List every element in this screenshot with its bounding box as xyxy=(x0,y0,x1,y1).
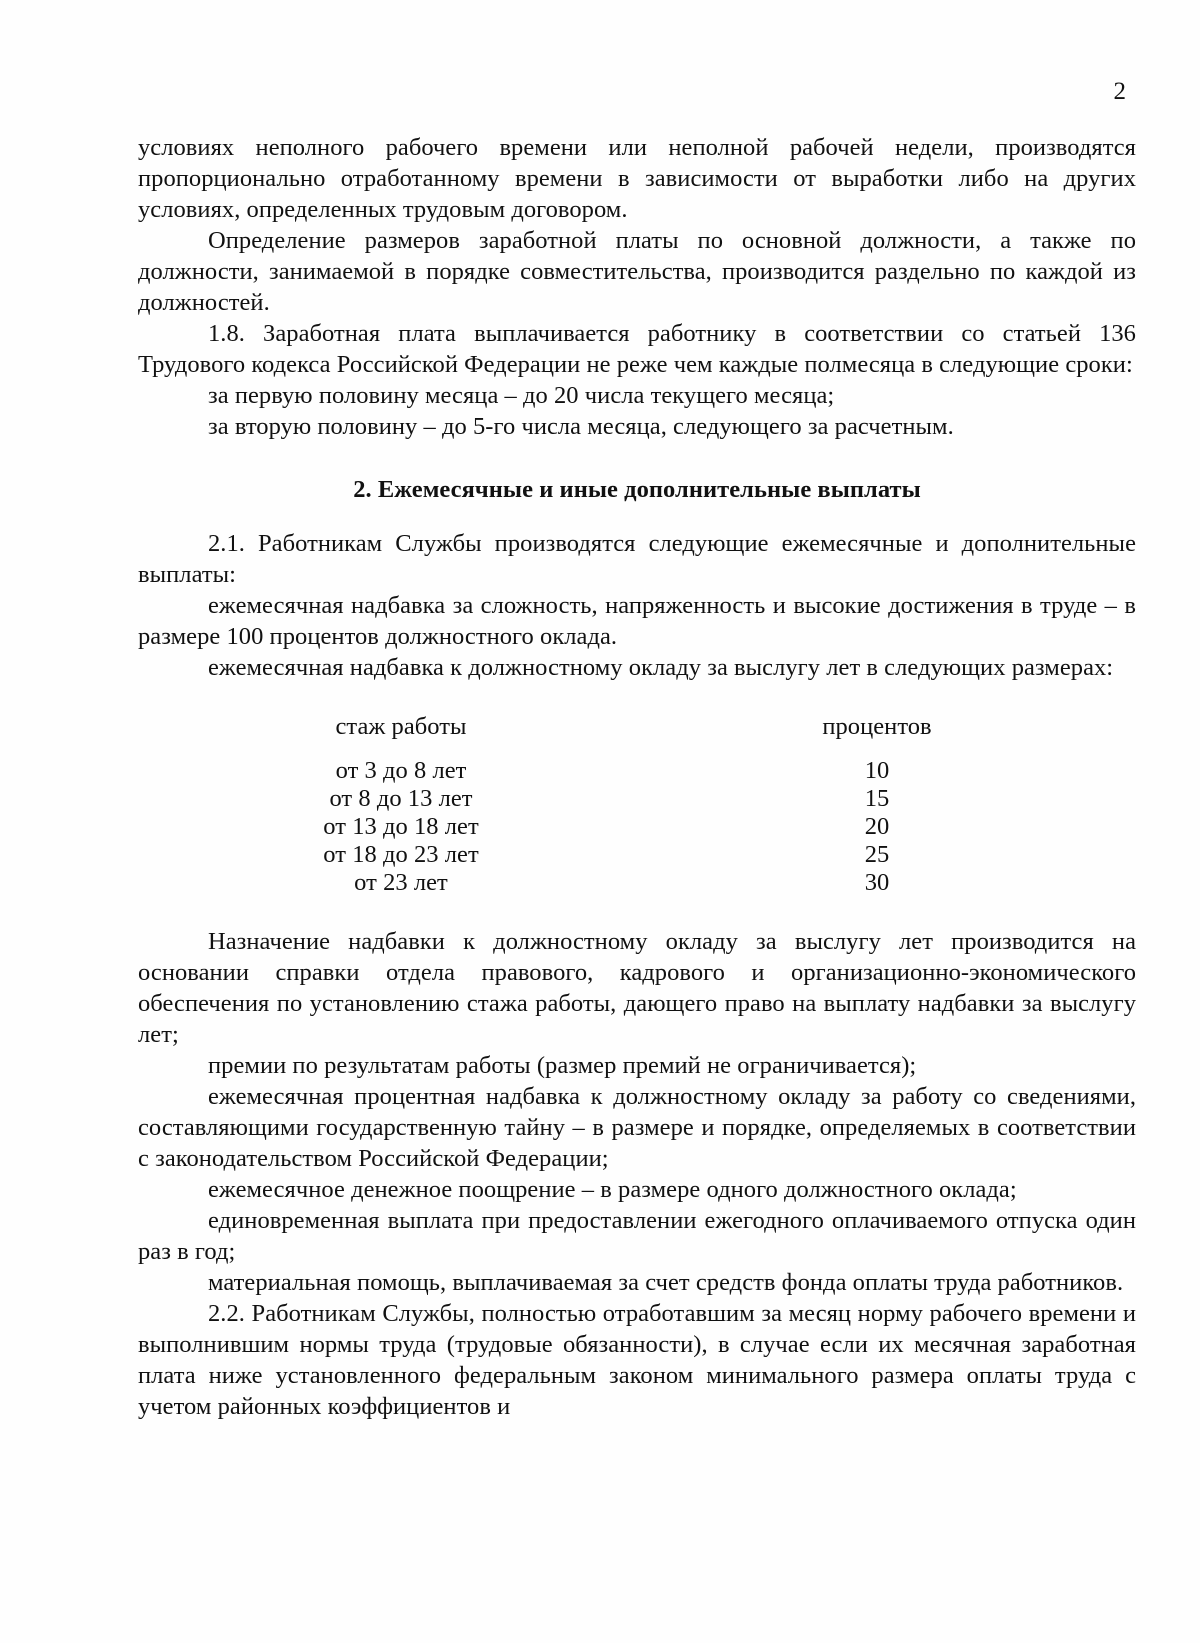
paragraph: ежемесячная надбавка за сложность, напряженность и высокие достижения в труде – в размере 100 процентов должностного оклада. xyxy=(138,592,1136,650)
table-row xyxy=(306,813,936,841)
document-body xyxy=(138,132,1136,1422)
stage-cell: от 3 до 8 лет xyxy=(335,757,467,784)
paragraph: за первую половину месяца – до 20 числа текущего месяца; xyxy=(208,382,835,409)
percent-cell: 30 xyxy=(864,869,890,896)
paragraph: 1.8. Заработная плата выплачивается работнику в соответствии со статьей 136 Трудового кодекса Российской Федерации не реже чем каждые полмесяца в следующие сроки: xyxy=(138,320,1136,378)
paragraph: условиях неполного рабочего времени или неполной рабочей недели, производятся пропорционально отработанному времени в зависимости от выработки либо на других условиях, определенных трудовым договором. xyxy=(138,134,1136,223)
percent-cell: 20 xyxy=(864,813,890,840)
column-header-percent: процентов xyxy=(822,713,932,740)
seniority-table xyxy=(306,711,936,897)
stage-cell: от 13 до 18 лет xyxy=(323,813,479,840)
table-row xyxy=(306,841,936,869)
paragraph: Определение размеров заработной платы по основной должности, а также по должности, занимаемой в порядке совместительства, производится раздельно по каждой из должностей. xyxy=(138,227,1136,316)
paragraph: премии по результатам работы (размер премий не ограничивается); xyxy=(208,1052,917,1079)
paragraph: ежемесячная надбавка к должностному окладу за выслугу лет в следующих размерах: xyxy=(208,654,1114,681)
stage-cell: от 18 до 23 лет xyxy=(323,841,479,868)
paragraph: ежемесячная процентная надбавка к должностному окладу за работу со сведениями, составляющими государственную тайну – в размере и порядке, определяемых в соответствии с законодательством Российской Федерации; xyxy=(138,1083,1136,1172)
percent-cell: 15 xyxy=(864,785,890,812)
table-header xyxy=(306,711,936,742)
paragraph: ежемесячное денежное поощрение – в размере одного должностного оклада; xyxy=(208,1176,1017,1203)
paragraph: единовременная выплата при предоставлении ежегодного оплачиваемого отпуска один раз в год; xyxy=(138,1207,1136,1265)
paragraph: материальная помощь, выплачиваемая за счет средств фонда оплаты труда работников. xyxy=(208,1269,1124,1296)
paragraph: за вторую половину – до 5-го числа месяца, следующего за расчетным. xyxy=(208,413,954,440)
stage-cell: от 23 лет xyxy=(354,869,448,896)
table-row xyxy=(306,869,936,897)
percent-cell: 25 xyxy=(864,841,890,868)
paragraph: Назначение надбавки к должностному окладу за выслугу лет производится на основании справки отдела правового, кадрового и организационно-экономического обеспечения по установлению стажа работы, дающего право на выплату надбавки за выслугу лет; xyxy=(138,928,1136,1048)
paragraph: 2.2. Работникам Службы, полностью отработавшим за месяц норму рабочего времени и выполнившим нормы труда (трудовые обязанности), в случае если их месячная заработная плата ниже установленного федеральным законом минимального размера оплаты труда с учетом районных коэффициентов и xyxy=(138,1300,1136,1420)
column-header-stage: стаж работы xyxy=(335,713,467,740)
percent-cell: 10 xyxy=(864,757,890,784)
table-row xyxy=(306,757,936,785)
stage-cell: от 8 до 13 лет xyxy=(329,785,473,812)
section-heading: 2. Ежемесячные и иные дополнительные выплаты xyxy=(353,476,921,503)
page-number: 2 xyxy=(1113,78,1126,105)
paragraph: 2.1. Работникам Службы производятся следующие ежемесячные и дополнительные выплаты: xyxy=(138,530,1136,588)
table-row xyxy=(306,785,936,813)
